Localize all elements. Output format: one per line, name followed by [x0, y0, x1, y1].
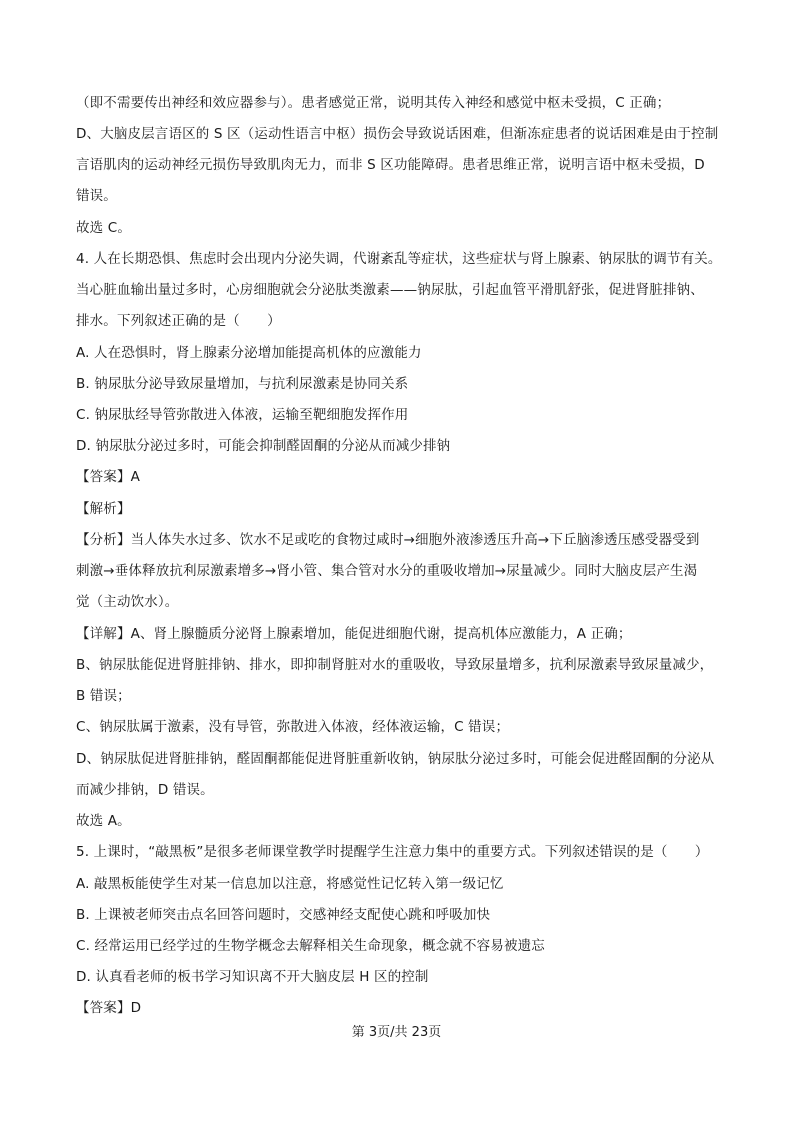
text-line: 当心脏血输出量过多时，心房细胞就会分泌肽类激素——钠尿肽，引起血管平滑肌舒张，促进肾脏排钠、 [76, 282, 704, 298]
answer-label: 【答案】A [76, 469, 140, 485]
option-a: A. 人在恐惧时，肾上腺素分泌增加能提高机体的应激能力 [76, 345, 422, 361]
analysis-heading: 【解析】 [76, 501, 131, 517]
text-line: B 错误； [76, 688, 131, 704]
option-d: D. 钠尿肽分泌过多时，可能会抑制醛固酮的分泌从而减少排钠 [76, 438, 451, 454]
text-line: 【分析】当人体失水过多、饮水不足或吃的食物过咸时→细胞外液渗透压升高→下丘脑渗透压感受器受到 [76, 532, 700, 548]
option-c: C. 经常运用已经学过的生物学概念去解释相关生命现象，概念就不容易被遗忘 [76, 938, 545, 954]
text-line: 言语肌肉的运动神经元损伤导致肌肉无力，而非 S 区功能障碍。患者思维正常，说明言语中枢未受损，D [76, 157, 705, 173]
text-line: 【详解】A、肾上腺髓质分泌肾上腺素增加，能促进细胞代谢，提高机体应激能力，A 正确； [76, 626, 632, 642]
text-line: D、大脑皮层言语区的 S 区（运动性语言中枢）损伤会导致说话困难，但渐冻症患者的说话困难是由于控制 [76, 126, 719, 142]
text-line: 刺激→垂体释放抗利尿激素增多→肾小管、集合管对水分的重吸收增加→尿量减少。同时大脑皮层产生渴 [76, 563, 698, 579]
question-4-stem: 4. 人在长期恐惧、焦虑时会出现内分泌失调，代谢紊乱等症状，这些症状与肾上腺素、钠尿肽的调节有关。 [76, 251, 722, 267]
answer-label: 【答案】D [76, 1000, 142, 1016]
option-b: B. 钠尿肽分泌导致尿量增加，与抗利尿激素是协同关系 [76, 376, 409, 392]
text-line: 故选 A。 [76, 813, 131, 829]
option-a: A. 敲黑板能使学生对某一信息加以注意，将感觉性记忆转入第一级记忆 [76, 876, 504, 892]
text-line: B、钠尿肽能促进肾脏排钠、排水，即抑制肾脏对水的重吸收，导致尿量增多，抗利尿激素导致尿量减少， [76, 657, 714, 673]
page-number-footer: 第 3页/共 23页 [351, 1025, 442, 1040]
text-line: C、钠尿肽属于激素，没有导管，弥散进入体液，经体液运输，C 错误； [76, 719, 510, 735]
text-line: 故选 C。 [76, 220, 131, 236]
option-b: B. 上课被老师突击点名回答问题时，交感神经支配使心跳和呼吸加快 [76, 907, 491, 923]
text-line: 错误。 [76, 188, 117, 204]
text-line: D、钠尿肽促进肾脏排钠，醛固酮都能促进肾脏重新收钠，钠尿肽分泌过多时，可能会促进醛固酮的分泌从 [76, 751, 715, 767]
text-line: 排水。下列叙述正确的是（ ） [76, 313, 281, 329]
option-c: C. 钠尿肽经导管弥散进入体液，运输至靶细胞发挥作用 [76, 407, 409, 423]
option-d: D. 认真看老师的板书学习知识离不开大脑皮层 H 区的控制 [76, 969, 429, 985]
text-line: 觉（主动饮水）。 [76, 594, 179, 610]
text-line: （即不需要传出神经和效应器参与）。患者感觉正常，说明其传入神经和感觉中枢未受损，C 正确； [76, 95, 671, 111]
question-5-stem: 5. 上课时，“敲黑板”是很多老师课堂教学时提醒学生注意力集中的重要方式。下列叙述错误的是（ ） [76, 844, 709, 860]
text-line: 而减少排钠，D 错误。 [76, 782, 214, 798]
